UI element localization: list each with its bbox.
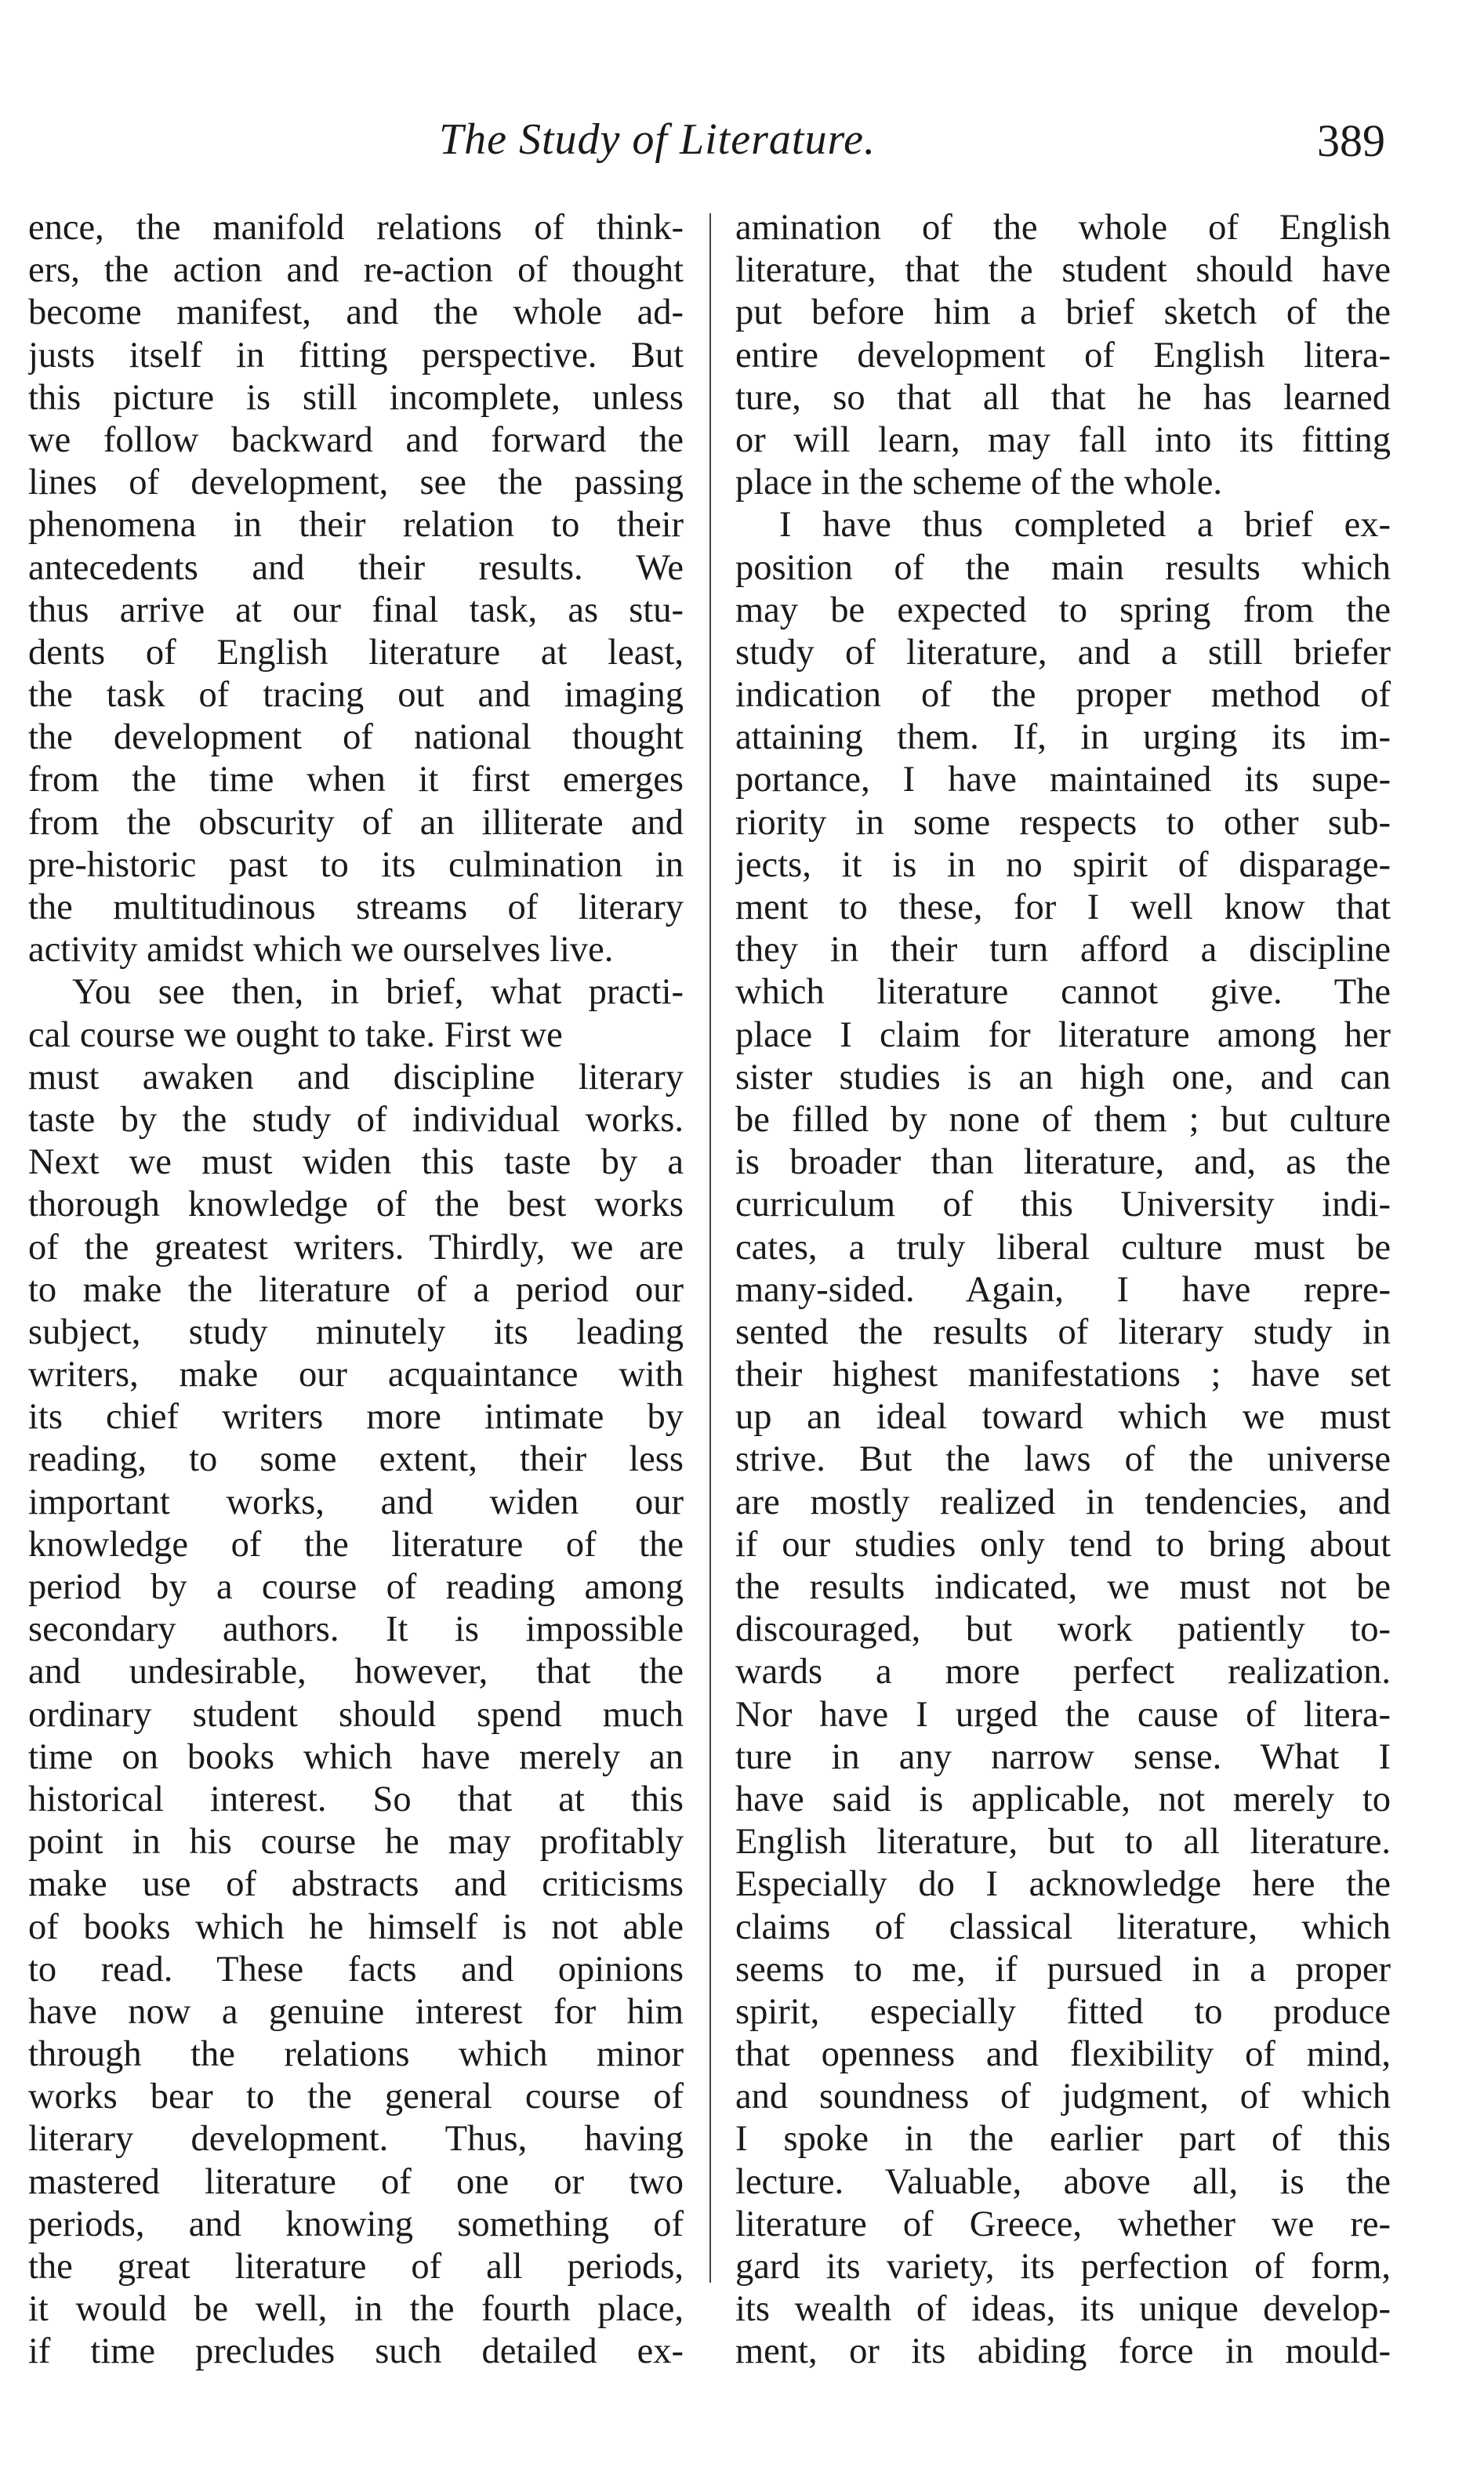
text-line: historical interest. So that at this: [28, 1779, 684, 1819]
text-line: sister studies is an high one, and can: [735, 1057, 1391, 1097]
text-line: may be expected to spring from the: [735, 590, 1391, 630]
text-line: literary development. Thus, having: [28, 2119, 684, 2160]
text-line: I have thus completed a brief ex-: [779, 505, 1391, 546]
text-line: its chief writers more intimate by: [28, 1397, 684, 1438]
text-line: seems to me, if pursued in a proper: [735, 1949, 1391, 1990]
text-line: taste by the study of individual works.: [28, 1099, 684, 1140]
text-line: gard its variety, its perfection of form,: [735, 2247, 1391, 2287]
text-line: this picture is still incomplete, unless: [28, 377, 684, 418]
text-line: they in their turn afford a discipline: [735, 930, 1391, 970]
text-line: if time precludes such detailed ex-: [28, 2331, 684, 2372]
left-text-column: [28, 207, 684, 2374]
text-line: discouraged, but work patiently to-: [735, 1609, 1391, 1650]
text-line: be filled by none of them ; but culture: [735, 1099, 1391, 1140]
text-line: from the time when it first emerges: [28, 760, 684, 800]
text-line: are mostly realized in tendencies, and: [735, 1482, 1391, 1522]
text-line: ordinary student should spend much: [28, 1694, 684, 1735]
text-line: is broader than literature, and, as the: [735, 1142, 1391, 1183]
text-line: and undesirable, however, that the: [28, 1652, 684, 1692]
text-line: curriculum of this University indi-: [735, 1184, 1391, 1225]
text-line: literature, that the student should have: [735, 250, 1391, 291]
text-line: Next we must widen this taste by a: [28, 1142, 684, 1183]
text-line: time on books which have merely an: [28, 1736, 684, 1777]
text-line: make use of abstracts and criticisms: [28, 1864, 684, 1905]
text-line: Especially do I acknowledge here the: [735, 1864, 1391, 1905]
text-line: the results indicated, we must not be: [735, 1567, 1391, 1607]
text-line: wards a more perfect realization.: [735, 1652, 1391, 1692]
text-line: their highest manifestations ; have set: [735, 1355, 1391, 1395]
text-line: indication of the proper method of: [735, 675, 1391, 716]
text-line: must awaken and discipline literary: [28, 1057, 684, 1097]
text-line: secondary authors. It is impossible: [28, 1609, 684, 1650]
text-line: ment to these, for I well know that: [735, 887, 1391, 927]
text-line: its wealth of ideas, its unique develop-: [735, 2289, 1391, 2330]
text-line: claims of classical literature, which: [735, 1906, 1391, 1947]
text-line: attaining them. If, in urging its im-: [735, 717, 1391, 758]
text-line: we follow backward and forward the: [28, 419, 684, 460]
text-line: amination of the whole of English: [735, 208, 1391, 248]
text-line: spirit, especially fitted to produce: [735, 1991, 1391, 2032]
text-line: jects, it is in no spirit of disparage-: [735, 844, 1391, 885]
text-line: the multitudinous streams of literary: [28, 887, 684, 927]
text-line: entire development of English litera-: [735, 335, 1391, 375]
text-line: You see then, in brief, what practi-: [72, 972, 684, 1013]
text-line: ture in any narrow sense. What I: [735, 1736, 1391, 1777]
text-line: works bear to the general course of: [28, 2077, 684, 2117]
text-line: put before him a brief sketch of the: [735, 292, 1391, 333]
text-line: if our studies only tend to bring about: [735, 1524, 1391, 1565]
text-line: of the greatest writers. Thirdly, we are: [28, 1227, 684, 1268]
text-line: of books which he himself is not able: [28, 1906, 684, 1947]
page-number: 389: [1317, 115, 1385, 166]
text-line: place in the scheme of the whole.: [735, 463, 1223, 503]
text-line: or will learn, may fall into its fitting: [735, 419, 1391, 460]
text-line: thus arrive at our final task, as stu-: [28, 590, 684, 630]
text-line: dents of English literature at least,: [28, 632, 684, 673]
text-line: mastered literature of one or two: [28, 2161, 684, 2202]
text-line: writers, make our acquaintance with: [28, 1355, 684, 1395]
text-line: study of literature, and a still briefer: [735, 632, 1391, 673]
text-line: the task of tracing out and imaging: [28, 675, 684, 716]
text-line: that openness and flexibility of mind,: [735, 2034, 1391, 2075]
text-line: strive. But the laws of the universe: [735, 1439, 1391, 1480]
text-line: literature of Greece, whether we re-: [735, 2204, 1391, 2244]
text-line: position of the main results which: [735, 547, 1391, 588]
text-line: justs itself in fitting perspective. But: [28, 335, 684, 375]
text-line: thorough knowledge of the best works: [28, 1184, 684, 1225]
text-line: Nor have I urged the cause of litera-: [735, 1694, 1391, 1735]
page-header: [0, 114, 1484, 177]
text-line: knowledge of the literature of the: [28, 1524, 684, 1565]
text-line: it would be well, in the fourth place,: [28, 2289, 684, 2330]
text-line: cates, a truly liberal culture must be: [735, 1227, 1391, 1268]
text-line: phenomena in their relation to their: [28, 505, 684, 546]
text-line: reading, to some extent, their less: [28, 1439, 684, 1480]
text-line: periods, and knowing something of: [28, 2204, 684, 2244]
text-line: English literature, but to all literature.: [735, 1822, 1391, 1863]
text-line: up an ideal toward which we must: [735, 1397, 1391, 1438]
text-line: antecedents and their results. We: [28, 547, 684, 588]
text-line: become manifest, and the whole ad-: [28, 292, 684, 333]
text-line: have said is applicable, not merely to: [735, 1779, 1391, 1819]
text-line: important works, and widen our: [28, 1482, 684, 1522]
text-line: to read. These facts and opinions: [28, 1949, 684, 1990]
text-line: place I claim for literature among her: [735, 1014, 1391, 1055]
text-line: to make the literature of a period our: [28, 1269, 684, 1310]
text-line: ture, so that all that he has learned: [735, 377, 1391, 418]
text-line: cal course we ought to take. First we: [28, 1014, 563, 1055]
text-line: lines of development, see the passing: [28, 463, 684, 503]
column-divider-rule: [709, 213, 711, 2283]
text-line: and soundness of judgment, of which: [735, 2077, 1391, 2117]
text-line: lecture. Valuable, above all, is the: [735, 2161, 1391, 2202]
text-line: pre-historic past to its culmination in: [28, 844, 684, 885]
text-line: period by a course of reading among: [28, 1567, 684, 1607]
text-line: through the relations which minor: [28, 2034, 684, 2075]
text-line: the great literature of all periods,: [28, 2247, 684, 2287]
text-line: which literature cannot give. The: [735, 972, 1391, 1013]
text-line: ers, the action and re-action of thought: [28, 250, 684, 291]
text-line: riority in some respects to other sub-: [735, 802, 1391, 843]
text-line: from the obscurity of an illiterate and: [28, 802, 684, 843]
running-title: The Study of Literature.: [439, 115, 876, 164]
text-line: sented the results of literary study in: [735, 1311, 1391, 1352]
text-line: portance, I have maintained its supe-: [735, 760, 1391, 800]
right-text-column: [735, 207, 1391, 2374]
text-line: the development of national thought: [28, 717, 684, 758]
text-line: many-sided. Again, I have repre-: [735, 1269, 1391, 1310]
text-line: subject, study minutely its leading: [28, 1311, 684, 1352]
text-line: point in his course he may profitably: [28, 1822, 684, 1863]
text-line: I spoke in the earlier part of this: [735, 2119, 1391, 2160]
text-line: have now a genuine interest for him: [28, 1991, 684, 2032]
text-line: ence, the manifold relations of think-: [28, 208, 684, 248]
text-line: activity amidst which we ourselves live.: [28, 930, 614, 970]
text-line: ment, or its abiding force in mould-: [735, 2331, 1391, 2372]
